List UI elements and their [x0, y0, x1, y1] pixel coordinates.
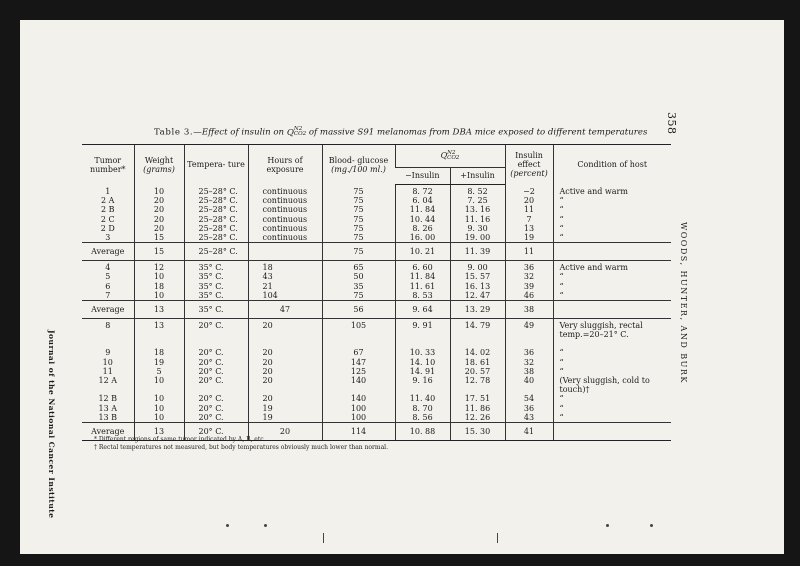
cell-minus-insulin: 11. 84 [395, 272, 450, 281]
cell-glucose: 75 [322, 224, 395, 233]
cell-hours: 20 [248, 394, 322, 403]
cell-tumor: 9 [105, 348, 111, 358]
cell-hours: 20 [248, 348, 322, 357]
caption-text-after: of massive S91 melanomas from DBA mice exposed to different temperatures [308, 127, 648, 138]
cell-plus-insulin: 8. 52 [450, 185, 505, 197]
cell-effect: 39 [505, 282, 553, 291]
cell-minus-insulin: 6. 60 [395, 261, 450, 273]
header-glucose-unit: (mg./100 ml.) [331, 164, 386, 174]
cell-weight: 10 [134, 404, 184, 413]
cell-tumor: 5 [105, 272, 111, 282]
cell-minus-insulin: 8. 72 [395, 185, 450, 197]
cell-weight: 10 [134, 291, 184, 301]
table-caption [154, 127, 647, 138]
cell-temperature: 20° C. [184, 358, 248, 367]
cell-hours: continuous [248, 205, 322, 214]
caption-text-before: Effect of insulin on [201, 127, 285, 138]
cell-effect: 36 [505, 348, 553, 357]
table-row [82, 404, 671, 413]
cell-hours: continuous [248, 215, 322, 224]
cell-minus-insulin: 8. 70 [395, 404, 450, 413]
cell-tumor: 2 B [100, 205, 115, 215]
table-row [82, 261, 671, 273]
cell-hours: 19 [248, 404, 322, 413]
cell-minus-insulin: 11. 40 [395, 394, 450, 403]
cell-glucose: 75 [322, 185, 395, 197]
cell-weight: 10 [134, 185, 184, 197]
caption-q-symbol [287, 128, 306, 138]
header-q-group [395, 145, 505, 168]
cell-minus-insulin: 9. 64 [395, 301, 450, 319]
cell-temperature: 25–28° C. [184, 205, 248, 214]
header-plus-insulin: +Insulin [450, 168, 505, 185]
cell-tumor: 3 [105, 233, 111, 243]
cell-weight: 13 [134, 423, 184, 441]
cell-temperature: 20° C. [184, 394, 248, 403]
cell-hours: continuous [248, 233, 322, 243]
cell-effect: 40 [505, 376, 553, 394]
cell-effect: 38 [505, 367, 553, 376]
cell-plus-insulin: 9. 30 [450, 224, 505, 233]
cell-glucose: 140 [322, 376, 395, 394]
cell-plus-insulin: 13. 16 [450, 205, 505, 214]
cell-effect: 20 [505, 196, 553, 205]
header-effect-label: Insulin effect [515, 150, 543, 170]
scan-mark [264, 524, 267, 527]
header-q-indices [447, 151, 459, 161]
cell-weight: 12 [134, 261, 184, 273]
cell-glucose: 114 [322, 423, 395, 441]
cell-condition: “ [553, 215, 671, 224]
cell-hours: 20 [248, 423, 322, 441]
cell-temperature: 25–28° C. [184, 215, 248, 224]
cell-effect: 46 [505, 291, 553, 301]
cell-condition: Active and warm [553, 185, 671, 197]
average-label: Average [82, 423, 134, 441]
cell-plus-insulin: 11. 16 [450, 215, 505, 224]
cell-minus-insulin: 14. 10 [395, 358, 450, 367]
cell-temperature: 20° C. [184, 404, 248, 413]
cell-tumor: 10 [102, 357, 113, 367]
cell-condition [553, 243, 671, 261]
scan-tick [497, 533, 498, 543]
cell-hours: 20 [248, 367, 322, 376]
cell-effect: 41 [505, 423, 553, 441]
cell-plus-insulin: 14. 79 [450, 319, 505, 349]
cell-plus-insulin: 14. 02 [450, 348, 505, 357]
cell-temperature: 25–28° C. [184, 196, 248, 205]
cell-condition: “ [553, 404, 671, 413]
cell-weight: 20 [134, 196, 184, 205]
cell-effect: 32 [505, 272, 553, 281]
cell-temperature: 20° C. [184, 319, 248, 349]
cell-tumor: 12 A [98, 376, 117, 386]
cell-glucose: 75 [322, 205, 395, 214]
cell-glucose: 100 [322, 404, 395, 413]
cell-condition: “ [553, 196, 671, 205]
table-row [82, 224, 671, 233]
scan-mark [606, 524, 609, 527]
cell-effect: 13 [505, 224, 553, 233]
cell-tumor: 13 B [98, 412, 118, 422]
average-row [82, 243, 671, 261]
cell-effect: 7 [505, 215, 553, 224]
cell-minus-insulin: 10. 88 [395, 423, 450, 441]
cell-hours: 47 [248, 301, 322, 319]
cell-condition: (Very sluggish, cold to touch)† [553, 376, 671, 394]
cell-plus-insulin: 9. 00 [450, 261, 505, 273]
table-row [82, 413, 671, 423]
cell-glucose: 75 [322, 215, 395, 224]
cell-minus-insulin: 11. 84 [395, 205, 450, 214]
cell-condition [553, 301, 671, 319]
cell-effect: 43 [505, 413, 553, 423]
header-weight [134, 145, 184, 185]
table-row [82, 358, 671, 367]
cell-plus-insulin: 15. 30 [450, 423, 505, 441]
header-weight-unit: (grams) [143, 164, 175, 174]
table-row [82, 196, 671, 205]
cell-hours: continuous [248, 224, 322, 233]
header-q-sup-2: 2 [451, 150, 456, 156]
header-q-sub-2: 2 [455, 155, 460, 161]
table-row [82, 282, 671, 291]
cell-effect: 54 [505, 394, 553, 403]
header-tumor: Tumor number* [82, 145, 134, 185]
header-minus-insulin: −Insulin [395, 168, 450, 185]
cell-minus-insulin: 10. 44 [395, 215, 450, 224]
cell-temperature: 25–28° C. [184, 224, 248, 233]
table-row [82, 348, 671, 357]
cell-weight: 5 [134, 367, 184, 376]
footnotes [94, 436, 388, 452]
cell-glucose: 147 [322, 358, 395, 367]
cell-effect: 49 [505, 319, 553, 349]
cell-temperature: 35° C. [184, 291, 248, 301]
cell-effect: 11 [505, 243, 553, 261]
cell-condition [553, 423, 671, 441]
cell-condition: “ [553, 367, 671, 376]
cell-glucose: 50 [322, 272, 395, 281]
cell-tumor: 2 D [100, 223, 115, 233]
q-sup-2: 2 [298, 126, 303, 132]
cell-tumor: 7 [105, 290, 111, 300]
cell-condition: “ [553, 358, 671, 367]
table-row [82, 272, 671, 281]
cell-hours: continuous [248, 196, 322, 205]
cell-glucose: 75 [322, 291, 395, 301]
cell-hours: 104 [248, 291, 322, 301]
cell-temperature: 35° C. [184, 301, 248, 319]
footnote: * Different regions of same tumor indicated by A, B, etc. [94, 436, 266, 443]
q-sub: CO [293, 131, 303, 137]
cell-plus-insulin: 7. 25 [450, 196, 505, 205]
table-row [82, 205, 671, 214]
cell-weight: 13 [134, 319, 184, 349]
table-row [82, 291, 671, 301]
cell-hours: 20 [248, 358, 322, 367]
cell-plus-insulin: 18. 61 [450, 358, 505, 367]
cell-glucose: 75 [322, 196, 395, 205]
cell-weight: 20 [134, 215, 184, 224]
cell-weight: 10 [134, 376, 184, 394]
cell-glucose: 65 [322, 261, 395, 273]
header-glucose [322, 145, 395, 185]
header-glucose-label: Blood- glucose [328, 155, 389, 165]
cell-glucose: 67 [322, 348, 395, 357]
cell-plus-insulin: 17. 51 [450, 394, 505, 403]
cell-hours: 43 [248, 272, 322, 281]
cell-hours [248, 243, 322, 261]
cell-minus-insulin: 9. 16 [395, 376, 450, 394]
cell-plus-insulin: 12. 47 [450, 291, 505, 301]
cell-weight: 10 [134, 413, 184, 423]
cell-condition: Very sluggish, rectal temp.=20–21° C. [553, 319, 671, 349]
header-weight-label: Weight [144, 155, 174, 165]
header-effect [505, 145, 553, 185]
q-sup: N [293, 126, 299, 132]
cell-hours: 20 [248, 319, 322, 349]
cell-temperature: 25–28° C. [184, 233, 248, 243]
cell-tumor: 2 A [101, 196, 115, 206]
cell-plus-insulin: 16. 13 [450, 282, 505, 291]
scan-mark [226, 524, 229, 527]
cell-condition: “ [553, 205, 671, 214]
cell-condition: “ [553, 224, 671, 233]
cell-weight: 18 [134, 282, 184, 291]
cell-plus-insulin: 11. 86 [450, 404, 505, 413]
cell-plus-insulin: 20. 57 [450, 367, 505, 376]
caption-label: Table 3. [154, 127, 194, 138]
cell-temperature: 35° C. [184, 282, 248, 291]
cell-weight: 10 [134, 394, 184, 403]
cell-minus-insulin: 11. 61 [395, 282, 450, 291]
cell-glucose: 125 [322, 367, 395, 376]
cell-glucose: 35 [322, 282, 395, 291]
cell-tumor: 6 [105, 281, 111, 291]
cell-condition: “ [553, 282, 671, 291]
cell-hours: 18 [248, 261, 322, 273]
cell-effect: 36 [505, 261, 553, 273]
header-hours: Hours of exposure [248, 145, 322, 185]
average-row [82, 301, 671, 319]
scan-tick [323, 533, 324, 543]
cell-glucose: 140 [322, 394, 395, 403]
q-sub-2: 2 [302, 131, 307, 137]
cell-weight: 15 [134, 233, 184, 243]
cell-tumor: 2 C [100, 214, 115, 224]
cell-plus-insulin: 11. 39 [450, 243, 505, 261]
q-indices [294, 127, 306, 137]
cell-effect: 32 [505, 358, 553, 367]
cell-weight: 20 [134, 205, 184, 214]
table-row [82, 367, 671, 376]
running-head: WOODS, HUNTER, AND BURK [679, 222, 688, 384]
header-q-sup: N [447, 150, 452, 156]
journal-name: Journal of the National Cancer Institute [47, 330, 56, 519]
cell-condition: “ [553, 233, 671, 243]
cell-glucose: 100 [322, 413, 395, 423]
table-row [82, 215, 671, 224]
cell-minus-insulin: 9. 91 [395, 319, 450, 349]
header-q-symbol [441, 151, 460, 160]
cell-condition: “ [553, 413, 671, 423]
scan-mark [650, 524, 653, 527]
cell-minus-insulin: 16. 00 [395, 233, 450, 243]
cell-temperature: 20° C. [184, 367, 248, 376]
page-number: 358 [665, 112, 678, 135]
cell-condition: “ [553, 348, 671, 357]
average-label: Average [82, 301, 134, 319]
cell-tumor: 12 B [98, 394, 118, 404]
cell-effect: 11 [505, 205, 553, 214]
cell-glucose: 105 [322, 319, 395, 349]
cell-plus-insulin: 12. 26 [450, 413, 505, 423]
cell-temperature: 35° C. [184, 272, 248, 281]
cell-effect: 19 [505, 233, 553, 243]
cell-weight: 18 [134, 348, 184, 357]
cell-temperature: 20° C. [184, 413, 248, 423]
table-row [82, 233, 671, 243]
cell-minus-insulin: 14. 91 [395, 367, 450, 376]
header-temperature: Tempera- ture [184, 145, 248, 185]
cell-condition: “ [553, 272, 671, 281]
q-letter: Q [286, 127, 294, 138]
cell-condition: Active and warm [553, 261, 671, 273]
average-label: Average [82, 243, 134, 261]
cell-hours: 20 [248, 376, 322, 394]
cell-tumor: 4 [105, 263, 111, 273]
cell-hours: 21 [248, 282, 322, 291]
cell-temperature: 25–28° C. [184, 243, 248, 261]
cell-minus-insulin: 8. 56 [395, 413, 450, 423]
table-body [82, 185, 671, 441]
cell-weight: 19 [134, 358, 184, 367]
cell-minus-insulin: 6. 04 [395, 196, 450, 205]
cell-weight: 10 [134, 272, 184, 281]
cell-temperature: 20° C. [184, 348, 248, 357]
table-row [82, 319, 671, 349]
cell-hours: 19 [248, 413, 322, 423]
header-effect-unit: (percent) [510, 169, 548, 179]
header-q-letter: Q [440, 151, 448, 160]
cell-tumor: 8 [105, 321, 111, 331]
cell-minus-insulin: 8. 53 [395, 291, 450, 301]
cell-temperature: 25–28° C. [184, 185, 248, 197]
cell-effect: 36 [505, 404, 553, 413]
cell-plus-insulin: 15. 57 [450, 272, 505, 281]
cell-tumor: 13 A [98, 403, 117, 413]
cell-minus-insulin: 10. 21 [395, 243, 450, 261]
insulin-effect-table [82, 144, 671, 441]
cell-temperature: 35° C. [184, 261, 248, 273]
cell-plus-insulin: 12. 78 [450, 376, 505, 394]
cell-tumor: 1 [105, 186, 111, 196]
cell-glucose: 75 [322, 243, 395, 261]
cell-glucose: 75 [322, 233, 395, 243]
cell-temperature: 20° C. [184, 423, 248, 441]
cell-glucose: 56 [322, 301, 395, 319]
cell-tumor: 11 [102, 366, 113, 376]
header-condition: Condition of host [553, 145, 671, 185]
cell-weight: 13 [134, 301, 184, 319]
cell-weight: 20 [134, 224, 184, 233]
cell-minus-insulin: 10. 33 [395, 348, 450, 357]
cell-minus-insulin: 8. 26 [395, 224, 450, 233]
cell-plus-insulin: 13. 29 [450, 301, 505, 319]
cell-condition: “ [553, 394, 671, 403]
table-row [82, 376, 671, 394]
caption-dash: — [193, 127, 202, 138]
footnote: † Rectal temperatures not measured, but body temperatures obviously much lower than normal. [94, 444, 389, 451]
table-row [82, 185, 671, 197]
cell-condition: “ [553, 291, 671, 301]
cell-plus-insulin: 19. 00 [450, 233, 505, 243]
cell-hours: continuous [248, 185, 322, 197]
header-q-sub: CO [447, 155, 456, 161]
cell-effect: −2 [505, 185, 553, 197]
cell-effect: 38 [505, 301, 553, 319]
table-row [82, 394, 671, 403]
cell-weight: 15 [134, 243, 184, 261]
cell-temperature: 20° C. [184, 376, 248, 394]
